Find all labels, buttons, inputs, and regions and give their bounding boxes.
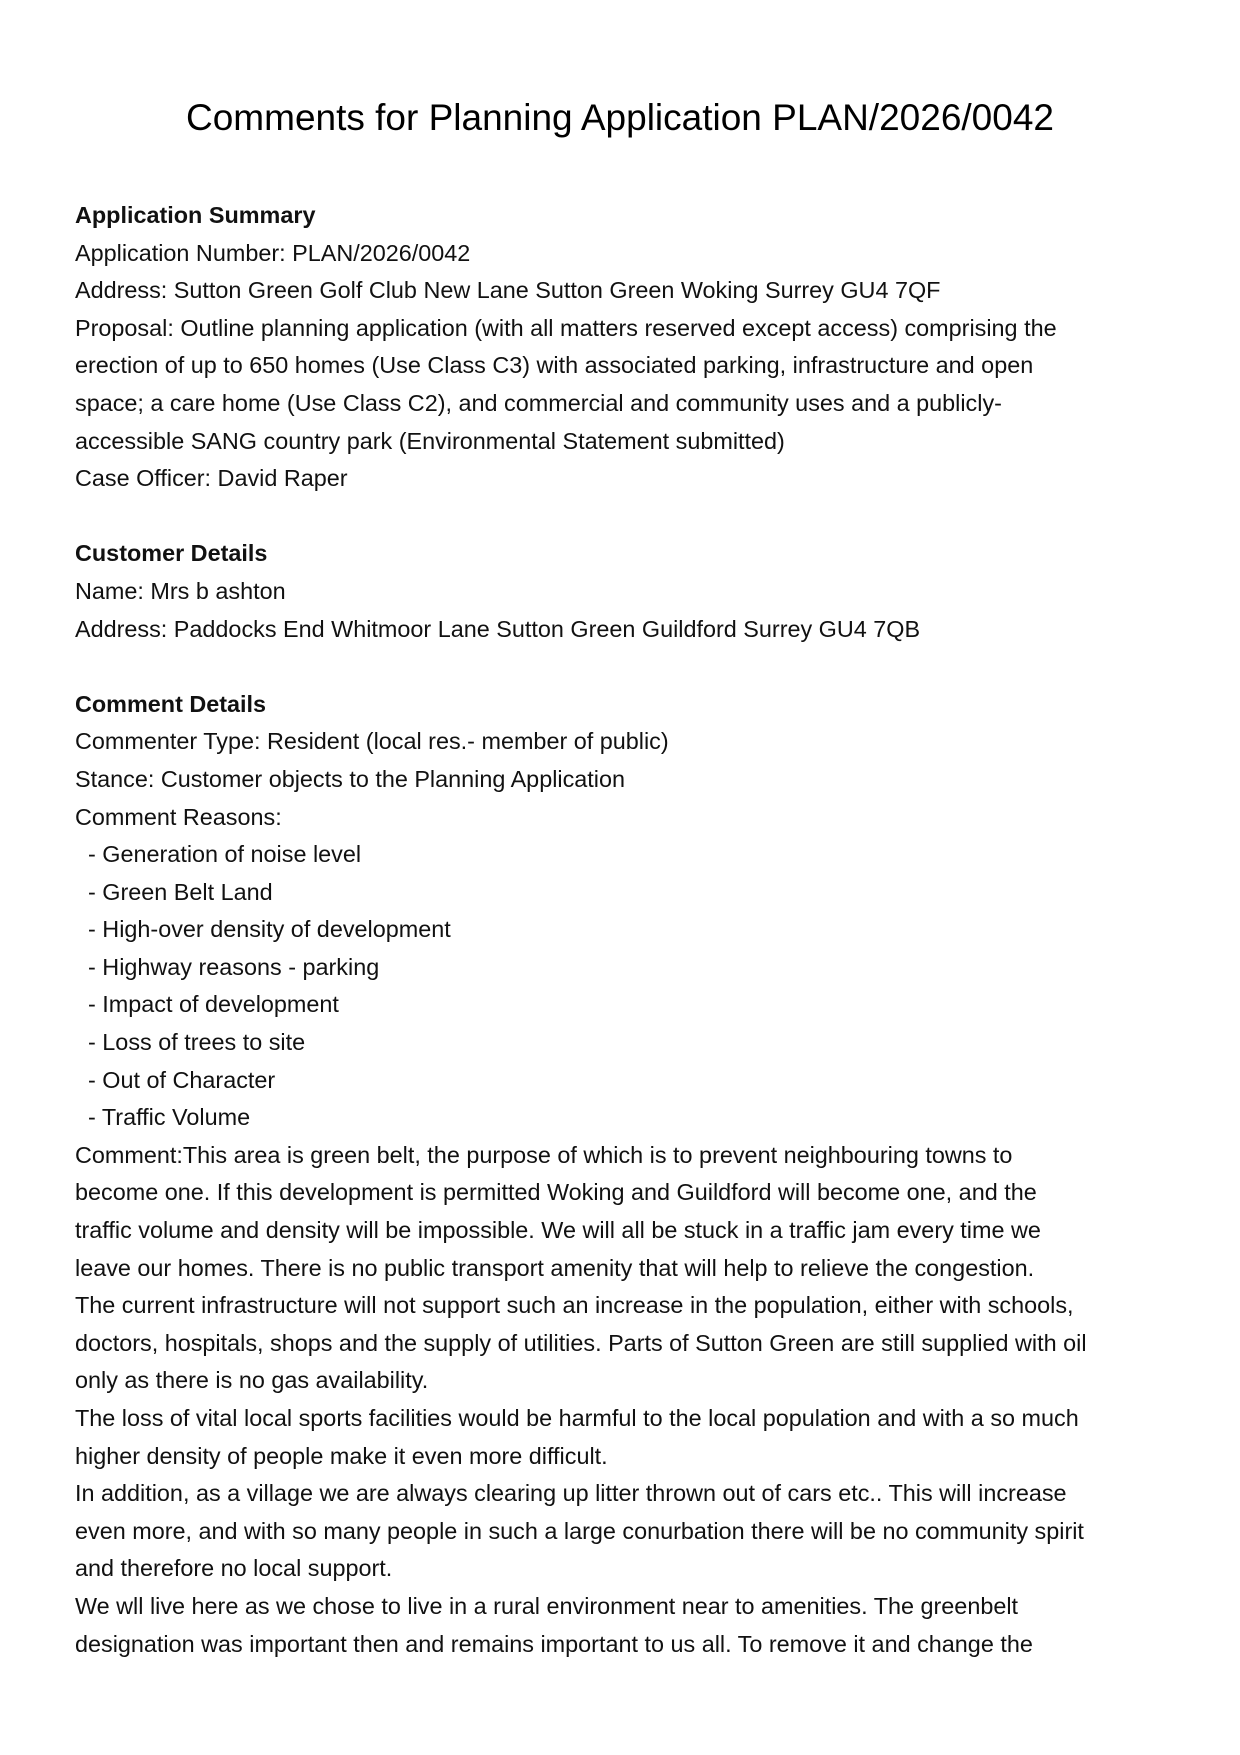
proposal-line: Proposal: Outline planning application (with all matters reserved except access) comprising the (75, 314, 1057, 341)
comment-line: leave our homes. There is no public transport amenity that will help to relieve the congestion. (75, 1254, 1035, 1281)
application-address: Address: Sutton Green Golf Club New Lane Sutton Green Woking Surrey GU4 7QF (75, 277, 941, 304)
reason-item: - Out of Character (75, 1062, 1165, 1100)
comment-line: and therefore no local support. (75, 1555, 393, 1582)
section-spacer (75, 498, 1165, 536)
customer-details-section (75, 535, 1165, 648)
comment-line: The loss of vital local sports facilities would be harmful to the local population and with a so much (75, 1405, 1079, 1431)
application-summary-heading: Application Summary (75, 202, 316, 228)
comment-text (75, 1137, 1165, 1663)
comment-line: doctors, hospitals, shops and the supply of utilities. Parts of Sutton Green are still supplied with oil (75, 1329, 1087, 1356)
reason-item: - Traffic Volume (75, 1099, 1165, 1137)
stance: Stance: Customer objects to the Planning Application (75, 765, 626, 792)
proposal-line: accessible SANG country park (Environmental Statement submitted) (75, 427, 785, 454)
case-officer: Case Officer: David Raper (75, 465, 348, 492)
reason-item: - Loss of trees to site (75, 1024, 1165, 1062)
comment-reasons-list (75, 836, 1165, 1137)
reason-item: - Highway reasons - parking (75, 949, 1165, 987)
reason-item: - High-over density of development (75, 911, 1165, 949)
commenter-type: Commenter Type: Resident (local res.- member of public) (75, 728, 669, 755)
comment-details-section (75, 686, 1165, 1663)
comment-line: higher density of people make it even more difficult. (75, 1442, 608, 1469)
section-spacer (75, 648, 1165, 686)
comment-line: The current infrastructure will not support such an increase in the population, either with schools, (75, 1292, 1074, 1319)
customer-address: Address: Paddocks End Whitmoor Lane Sutton Green Guildford Surrey GU4 7QB (75, 615, 921, 642)
customer-details-heading: Customer Details (75, 540, 268, 567)
proposal-line: erection of up to 650 homes (Use Class C3) with associated parking, infrastructure and open (75, 352, 1034, 379)
comment-line: become one. If this development is permitted Woking and Guildford will become one, and the (75, 1179, 1037, 1206)
customer-name: Name: Mrs b ashton (75, 577, 286, 604)
reason-item: - Green Belt Land (75, 874, 1165, 912)
page-title: Comments for Planning Application PLAN/2026/0042 (186, 97, 1054, 138)
comment-line: traffic volume and density will be impossible. We will all be stuck in a traffic jam every time we (75, 1217, 1041, 1244)
application-number: Application Number: PLAN/2026/0042 (75, 239, 471, 266)
reason-item: - Generation of noise level (75, 836, 1165, 874)
comment-line: We wll live here as we chose to live in a rural environment near to amenities. The greenbelt (75, 1592, 1019, 1619)
proposal-line: space; a care home (Use Class C2), and commercial and community uses and a publicly- (75, 389, 1002, 416)
comment-line: only as there is no gas availability. (75, 1367, 429, 1394)
comment-line: Comment:This area is green belt, the purpose of which is to prevent neighbouring towns to (75, 1141, 1013, 1168)
reason-item: - Impact of development (75, 986, 1165, 1024)
comment-line: In addition, as a village we are always clearing up litter thrown out of cars etc.. This will increase (75, 1480, 1067, 1507)
comment-reasons-label: Comment Reasons: (75, 803, 282, 830)
comment-details-heading: Comment Details (75, 690, 267, 717)
document-body (75, 197, 1165, 1663)
application-summary-section (75, 197, 1165, 498)
comment-line: even more, and with so many people in such a large conurbation there will be no community spirit (75, 1517, 1084, 1544)
comment-line: designation was important then and remains important to us all. To remove it and change the (75, 1630, 1033, 1657)
